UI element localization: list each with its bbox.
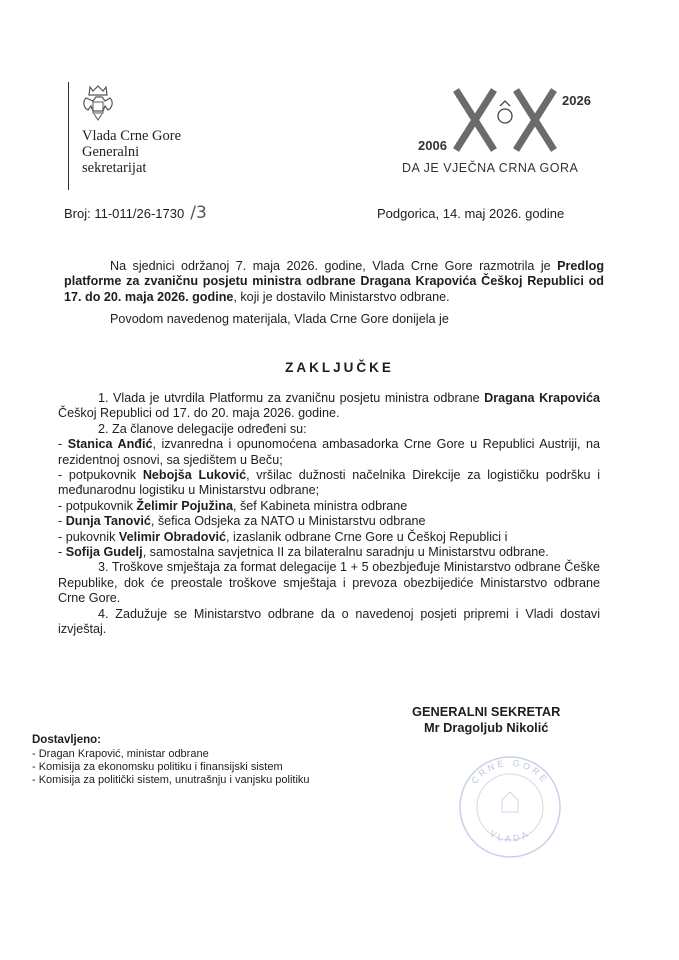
logo-motto: DA JE VJEČNA CRNA GORA <box>402 161 579 175</box>
stamp-emblem-icon <box>502 792 518 812</box>
coat-of-arms-icon <box>80 84 116 129</box>
delegation-member: - Stanica Anđić, izvanredna i opunomoćena ambasadorka Crne Gore u Republici Austriji, na rezidentnoj osnovi, sa sjedištem u Beču; <box>58 437 601 467</box>
issuer-name: Vlada Crne Gore Generalni sekretarijat <box>82 128 182 176</box>
signatory-name: Mr Dragoljub Nikolić <box>423 720 549 735</box>
svg-text:CRNE GORE: CRNE GORE <box>469 757 551 786</box>
distribution-list <box>32 734 310 787</box>
intro-decision-line: Povodom navedenog materijala, Vlada Crne Gore donijela je <box>110 312 449 327</box>
logo-year-end: 2026 <box>562 93 591 108</box>
conclusions <box>58 391 600 638</box>
logo-year-start: 2006 <box>418 138 447 153</box>
crown-icon <box>498 101 512 123</box>
handwritten-number: /3 <box>190 203 207 223</box>
place-date: Podgorica, 14. maj 2026. godine <box>377 206 565 221</box>
delegation-member: - Dunja Tanović, šefica Odsjeka za NATO u Ministarstvu odbrane <box>58 514 426 529</box>
signatory-title: GENERALNI SEKRETAR <box>412 704 561 719</box>
conclusion-2: 2. Za članove delegacije određeni su: <box>98 421 307 436</box>
decision-heading: ZAKLJUČKE <box>285 360 394 375</box>
header-divider <box>68 82 69 190</box>
list-item: - Komisija za politički sistem, unutrašnju i vanjsku politiku <box>32 774 310 786</box>
distribution-title: Dostavljeno: <box>32 734 102 746</box>
conclusion-4: 4. Zadužuje se Ministarstvo odbrane da o navedenoj posjeti pripremi i Vladi dostavi izvještaj. <box>58 606 600 637</box>
conclusion-3: 3. Troškove smještaja za format delegacije 1 + 5 obezbjeđuje Ministarstvo odbrane Češke Republike, dok će preostale troškove smještaja i prevoza obezbijediće Ministarstvo odbrane Crne Gore. <box>58 560 600 606</box>
list-item: - Dragan Krapović, ministar odbrane <box>32 748 209 760</box>
anniversary-logo <box>398 88 608 185</box>
reference-number: Broj: 11-011/26-1730 /3 <box>64 203 207 223</box>
signature-block <box>412 704 560 736</box>
delegation-member: - Sofija Gudelj, samostalna savjetnica II za bilateralnu saradnju u Ministarstvu odbrane. <box>58 545 549 560</box>
list-item: - Komisija za ekonomsku politiku i finansijski sistem <box>32 761 283 773</box>
delegation-member: - potpukovnik Želimir Pojužina, šef Kabineta ministra odbrane <box>58 498 408 513</box>
conclusion-1: 1. Vlada je utvrdila Platformu za zvaničnu posjetu ministra odbrane Dragana Krapovića Češkoj Republici od 17. do 20. maja 2026. godine. <box>58 391 600 421</box>
delegation-member: - pukovnik Velimir Obradović, izaslanik odbrane Crne Gore u Češkoj Republici i <box>58 529 508 544</box>
intro-paragraph: Na sjednici održanoj 7. maja 2026. godine, Vlada Crne Gore razmotrila je Predlog platforme za zvaničnu posjetu ministra odbrane Dragana Krapovića Češkoj Republici od 17. do 20. maja 2026. godine, koji je dostavilo Ministarstvo odbrane. Povodom navedenog materijala, Vlada Crne Gore donijela je <box>64 259 605 327</box>
official-stamp <box>455 752 565 867</box>
delegation-member: - potpukovnik Nebojša Luković, vršilac dužnosti načelnika Direkcije za logističku podršku i međunarodnu logistiku u Ministarstvu odbrane; <box>58 468 600 498</box>
svg-text:VLADA: VLADA <box>487 828 533 844</box>
